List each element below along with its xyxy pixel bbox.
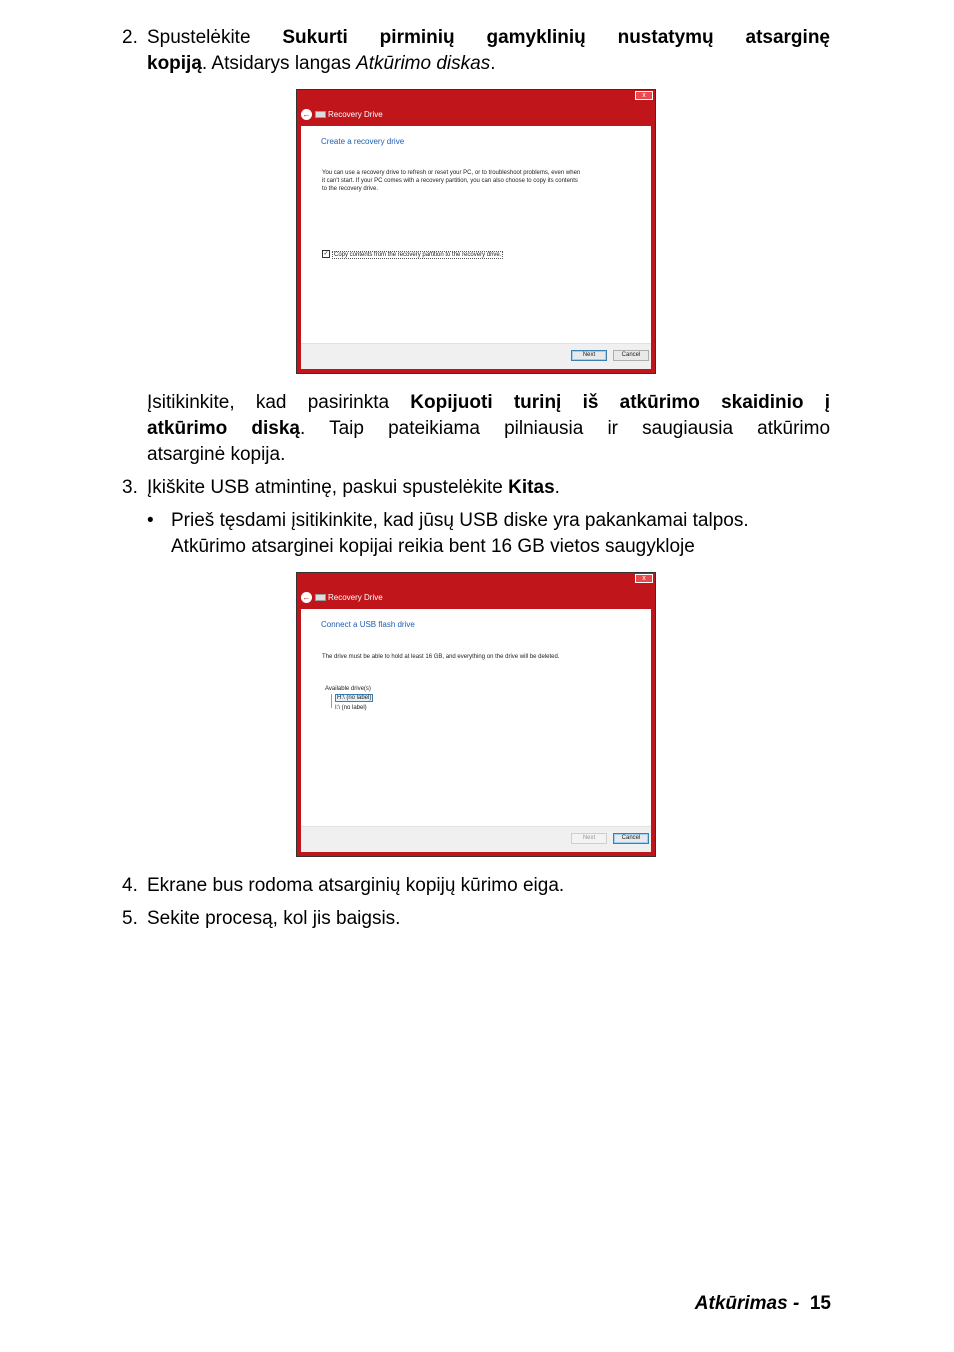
available-drives-tree: Available drive(s) H:\ (no label) I:\ (no label): [325, 686, 372, 711]
step-2b-line-1: Įsitikinkite, kad pasirinkta Kopijuoti turinį iš atkūrimo skaidinio į: [147, 392, 830, 413]
drive-icon: [315, 111, 326, 118]
step-number: 5.: [122, 908, 138, 929]
step-2-line-1: Spustelėkite Sukurti pirminių gamyklinių nustatymų atsarginę: [147, 27, 830, 48]
dialog-heading: Connect a USB flash drive: [321, 620, 415, 629]
cancel-button[interactable]: Cancel: [613, 350, 649, 361]
next-button[interactable]: Next: [571, 350, 607, 361]
recovery-drive-window-2: [296, 572, 656, 857]
copy-contents-checkbox[interactable]: ✓ Copy contents from the recovery partition to the recovery drive.: [323, 251, 502, 258]
recovery-drive-window-1: [296, 89, 656, 374]
drive-item[interactable]: H:\ (no label): [337, 695, 372, 701]
cancel-button[interactable]: Cancel: [613, 833, 649, 844]
drive-item[interactable]: I:\ (no label): [335, 705, 367, 711]
back-arrow-icon[interactable]: ←: [302, 110, 311, 120]
bullet-line-2: Atkūrimo atsarginei kopijai reikia bent 16 GB vietos saugykloje: [171, 536, 695, 557]
next-button[interactable]: Next: [571, 833, 607, 844]
step-5-text: Sekite procesą, kol jis baigsis.: [147, 908, 401, 929]
checkbox-checked-icon[interactable]: ✓: [323, 251, 329, 257]
window-content: [301, 609, 651, 852]
close-icon[interactable]: x: [635, 574, 653, 583]
dialog-body: You can use a recovery drive to refresh or reset your PC, or to troubleshoot problems, even when it can't start. If your PC comes with a recovery partition, you can also choose to copy its contents to the recovery drive.: [322, 170, 581, 192]
dialog-footer: [301, 343, 651, 369]
page-footer: Atkūrimas - 15: [694, 1293, 831, 1314]
step-2-line-2: kopiją. Atsidarys langas Atkūrimo diskas.: [147, 53, 496, 74]
window-title: ← Recovery Drive: [302, 593, 383, 603]
step-3-text: Įkiškite USB atmintinę, paskui spustelėkite Kitas.: [147, 477, 560, 498]
drive-icon: [315, 594, 326, 601]
step-number: 2.: [122, 27, 138, 48]
dialog-heading: Create a recovery drive: [321, 137, 405, 146]
window-content: [301, 126, 651, 369]
dialog-footer: [301, 826, 651, 852]
back-arrow-icon[interactable]: ←: [302, 593, 311, 603]
close-icon[interactable]: x: [635, 91, 653, 100]
dialog-body: The drive must be able to hold at least 16 GB, and everything on the drive will be deleted.: [322, 654, 560, 660]
step-2b-line-3: atsarginė kopija.: [147, 444, 286, 465]
bullet-line-1: Prieš tęsdami įsitikinkite, kad jūsų USB diske yra pakankamai talpos.: [171, 510, 749, 531]
step-4-text: Ekrane bus rodoma atsarginių kopijų kūrimo eiga.: [147, 875, 565, 896]
step-number: 3.: [122, 477, 138, 498]
bullet-mark: •: [147, 510, 154, 531]
window-title: ← Recovery Drive: [302, 110, 383, 120]
step-number: 4.: [122, 875, 138, 896]
step-2b-line-2: atkūrimo diską. Taip pateikiama pilniausia ir saugiausia atkūrimo: [147, 418, 831, 439]
